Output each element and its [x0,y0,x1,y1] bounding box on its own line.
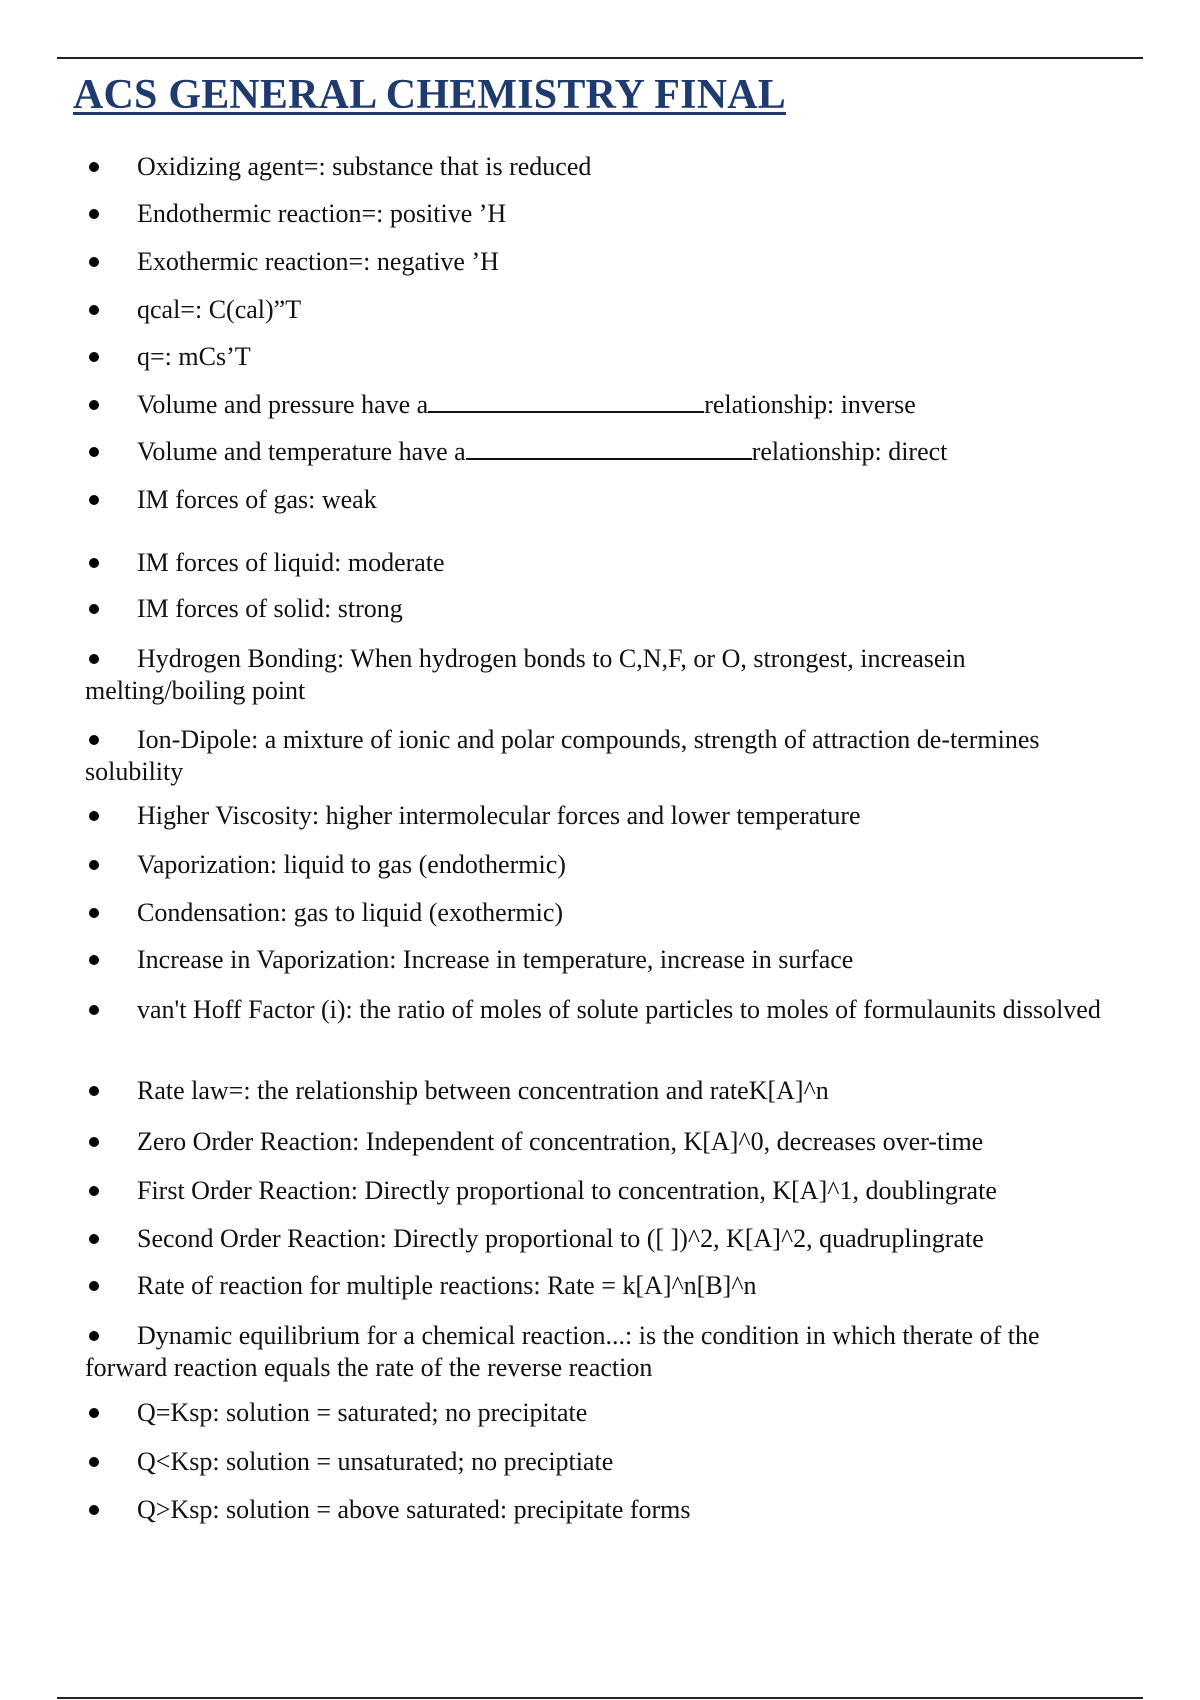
fill-in-suffix: relationship: inverse [704,390,916,419]
bullet-icon [89,162,99,172]
bullet-icon [89,1186,99,1196]
list-item-text: Hydrogen Bonding: When hydrogen bonds to C,N,F, or O, strongest, increasein melting/boiling point [85,644,966,705]
list-item-text: Rate law=: the relationship between concentration and rateK[A]^n [137,1076,829,1105]
list-item-text: Rate of reaction for multiple reactions: Rate = k[A]^n[B]^n [137,1271,757,1300]
list-item-text: Oxidizing agent=: substance that is reduced [137,152,592,181]
fill-in-suffix: relationship: direct [751,437,948,466]
fill-in-blank [466,436,752,460]
bottom-rule [57,1697,1143,1699]
list-item-text: IM forces of solid: strong [137,594,403,623]
list-item-text: First Order Reaction: Directly proportional to concentration, K[A]^1, doublingrate [137,1176,997,1205]
list-item-text [137,389,916,421]
bullet-icon [89,305,99,315]
bullet-icon [89,400,99,410]
bullet-icon [89,257,99,267]
bullet-icon [89,1408,99,1418]
list-item-text: qcal=: C(cal)”T [137,295,302,324]
bullet-icon [89,811,99,821]
bullet-icon [89,1234,99,1244]
list-item-text: Q>Ksp: solution = above saturated: precipitate forms [137,1495,691,1524]
fill-in-blank [428,389,704,413]
bullet-icon [89,209,99,219]
bullet-icon [89,955,99,965]
bullet-icon [89,1137,99,1147]
list-item-text: Ion-Dipole: a mixture of ionic and polar compounds, strength of attraction de-termines solubility [85,725,1040,786]
bullet-icon [89,1086,99,1096]
bullet-icon [89,1281,99,1291]
list-item-text: Vaporization: liquid to gas (endothermic) [137,850,566,879]
list-item-text: Q<Ksp: solution = unsaturated; no preciptiate [137,1447,614,1476]
bullet-icon [89,860,99,870]
list-item-text: Q=Ksp: solution = saturated; no precipitate [137,1398,588,1427]
list-item-text: Dynamic equilibrium for a chemical reaction...: is the condition in which therate of the forward reaction equals the rate of the reverse reaction [85,1321,1040,1382]
list-item-text: Higher Viscosity: higher intermolecular forces and lower temperature [137,801,861,830]
list-item-text: q=: mCs’T [137,342,251,371]
list-item-text: Second Order Reaction: Directly proportional to ([ ])^2, K[A]^2, quadruplingrate [137,1224,984,1253]
fill-in-prefix: Volume and temperature have a [137,437,466,466]
fill-in-prefix: Volume and pressure have a [137,390,429,419]
bullet-icon [89,352,99,362]
list-item-text: Increase in Vaporization: Increase in temperature, increase in surface [137,945,854,974]
list-item-text [137,436,947,468]
list-item-text: van't Hoff Factor (i): the ratio of moles of solute particles to moles of formulaunits dissolved [137,995,1101,1024]
list-item-text: IM forces of liquid: moderate [137,548,445,577]
bullet-icon [89,1505,99,1515]
document-title: ACS GENERAL CHEMISTRY FINAL [73,72,786,118]
list-item-text: Endothermic reaction=: positive ’H [137,199,507,228]
bullet-icon [89,447,99,457]
list-item-text: Exothermic reaction=: negative ’H [137,247,499,276]
list-item-text: Condensation: gas to liquid (exothermic) [137,898,564,927]
list-item-text: Zero Order Reaction: Independent of concentration, K[A]^0, decreases over-time [137,1127,984,1156]
bullet-icon [89,908,99,918]
bullet-icon [89,604,99,614]
list-item-text: IM forces of gas: weak [137,485,377,514]
bullet-icon [89,495,99,505]
bullet-icon [89,1457,99,1467]
bullet-icon [89,558,99,568]
